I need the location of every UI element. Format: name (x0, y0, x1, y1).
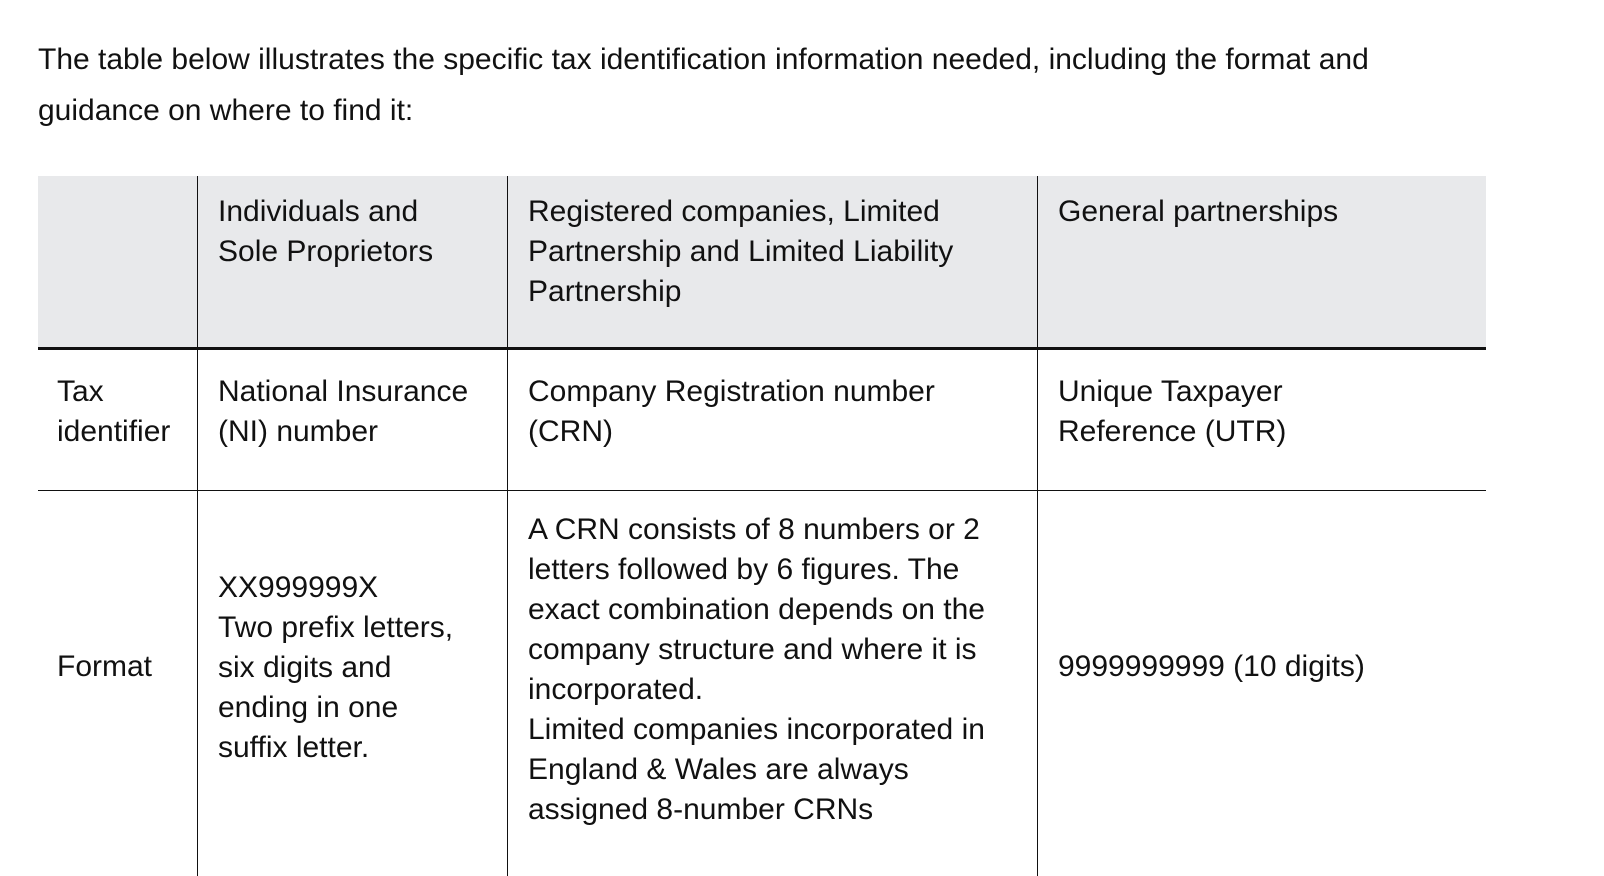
cell-text: (NI) number (218, 415, 379, 448)
row-label-tax-identifier (57, 372, 170, 452)
cell-ni-format (218, 568, 453, 768)
cell-text: assigned 8-number CRNs (528, 793, 874, 826)
cell-text: A CRN consists of 8 numbers or 2 (528, 513, 980, 546)
cell-text: Unique Taxpayer (1058, 375, 1283, 408)
column-divider-3 (1037, 176, 1038, 876)
cell-text: six digits and (218, 651, 392, 684)
tax-id-table (38, 176, 1486, 876)
cell-utr-format (1058, 647, 1365, 687)
cell-ni-number (218, 372, 468, 452)
row-label-text: identifier (57, 415, 171, 448)
cell-crn-format (528, 510, 985, 830)
cell-text: Reference (UTR) (1058, 415, 1287, 448)
cell-text: incorporated. (528, 673, 704, 706)
row-label-text: Format (57, 650, 153, 683)
cell-text: (CRN) (528, 415, 613, 448)
intro-line-1: The table below illustrates the specific tax identification information needed, including the format and (38, 43, 1369, 76)
cell-text: National Insurance (218, 375, 469, 408)
header-divider (38, 347, 1486, 350)
row-label-text: Tax (57, 375, 104, 408)
header-text: Registered companies, Limited (528, 195, 940, 228)
header-general-partnerships (1058, 192, 1338, 232)
cell-text: Company Registration number (528, 375, 935, 408)
intro-paragraph (38, 34, 1518, 136)
column-divider-2 (507, 176, 508, 876)
cell-text: ending in one (218, 691, 399, 724)
cell-text: XX999999X (218, 571, 379, 604)
header-text: Partnership and Limited Liability (528, 235, 954, 268)
cell-text: England & Wales are always (528, 753, 909, 786)
header-individuals (218, 192, 433, 272)
cell-text: letters followed by 6 figures. The (528, 553, 960, 586)
cell-text: 9999999999 (10 digits) (1058, 650, 1365, 683)
column-divider-1 (197, 176, 198, 876)
cell-utr (1058, 372, 1286, 452)
header-registered-companies (528, 192, 953, 312)
cell-crn (528, 372, 935, 452)
header-text: Individuals and (218, 195, 419, 228)
row-label-format (57, 647, 152, 687)
cell-text: company structure and where it is (528, 633, 977, 666)
cell-text: Limited companies incorporated in (528, 713, 985, 746)
header-text: General partnerships (1058, 195, 1339, 228)
header-text: Partnership (528, 275, 682, 308)
cell-text: Two prefix letters, (218, 611, 454, 644)
intro-line-2: guidance on where to find it: (38, 94, 414, 127)
cell-text: exact combination depends on the (528, 593, 985, 626)
row-divider (38, 490, 1486, 491)
header-text: Sole Proprietors (218, 235, 434, 268)
cell-text: suffix letter. (218, 731, 370, 764)
